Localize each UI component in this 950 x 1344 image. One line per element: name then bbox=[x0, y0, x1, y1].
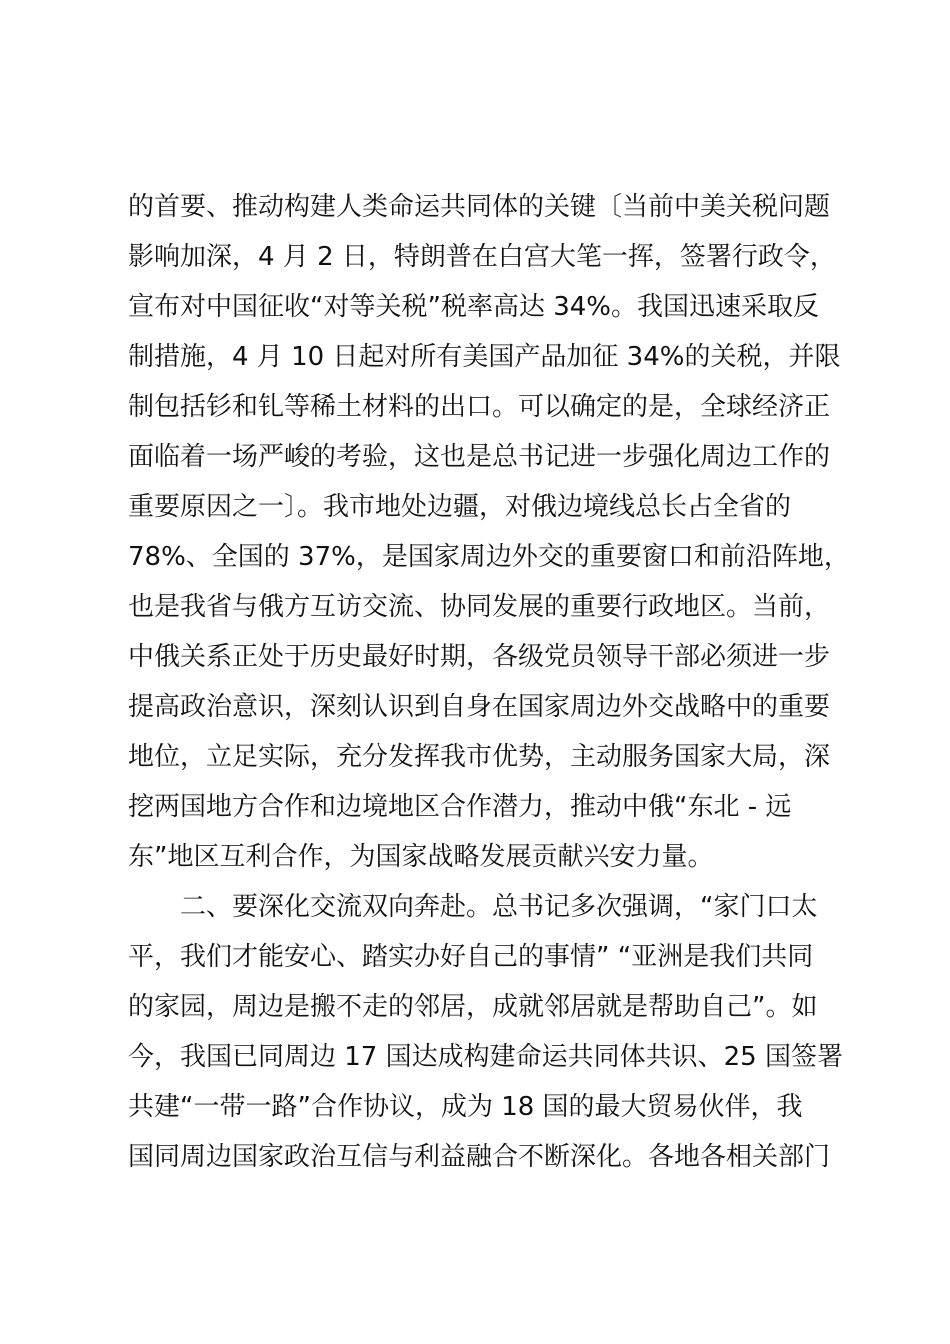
text-line: 的首要、推动构建人类命运共同体的关键〔当前中美关税问题 bbox=[128, 192, 831, 222]
text-line: 地位，立足实际，充分发挥我市优势，主动服务国家大局，深 bbox=[128, 742, 831, 772]
text-line: 面临着一场严峻的考验，这也是总书记进一步强化周边工作的 bbox=[128, 442, 831, 472]
text-line: 东”地区互利合作，为国家战略发展贡献兴安力量。 bbox=[128, 842, 714, 872]
text-line: 重要原因之一〕。我市地处边疆，对俄边境线总长占全省的 bbox=[128, 492, 792, 522]
text-line: 提高政治意识，深刻认识到自身在国家周边外交战略中的重要 bbox=[128, 692, 831, 722]
text-line: 平，我们才能安心、踏实办好自己的事情” “亚洲是我们共同 bbox=[128, 942, 814, 972]
text-line: 国同周边国家政治互信与利益融合不断深化。各地各相关部门 bbox=[128, 1142, 831, 1172]
body-text bbox=[128, 182, 848, 1182]
paragraph-start-line: 二、要深化交流双向奔赴。总书记多次强调，“家门口太 bbox=[180, 892, 818, 922]
text-line: 共建“一带一路”合作协议，成为 18 国的最大贸易伙伴，我 bbox=[128, 1092, 803, 1122]
text-line: 影响加深，4 月 2 日，特朗普在白宫大笔一挥，签署行政令， bbox=[128, 242, 836, 272]
text-line: 宣布对中国征收“对等关税”税率高达 34%。我国迅速采取反 bbox=[128, 292, 819, 322]
text-line: 78%、全国的 37%，是国家周边外交的重要窗口和前沿阵地， bbox=[128, 542, 850, 572]
text-line: 也是我省与俄方互访交流、协同发展的重要行政地区。当前， bbox=[128, 592, 831, 622]
text-line: 制措施，4 月 10 日起对所有美国产品加征 34%的关税，并限 bbox=[128, 342, 841, 372]
text-line: 今，我国已同周边 17 国达成构建命运共同体共识、25 国签署 bbox=[128, 1042, 843, 1072]
text-line: 中俄关系正处于历史最好时期，各级党员领导干部必须进一步 bbox=[128, 642, 831, 672]
text-line: 制包括钐和钆等稀土材料的出口。可以确定的是，全球经济正 bbox=[128, 392, 831, 422]
text-line: 挖两国地方合作和边境地区合作潜力，推动中俄“东北 - 远 bbox=[128, 792, 792, 822]
text-line: 的家园，周边是搬不走的邻居，成就邻居就是帮助自己”。如 bbox=[128, 992, 818, 1022]
